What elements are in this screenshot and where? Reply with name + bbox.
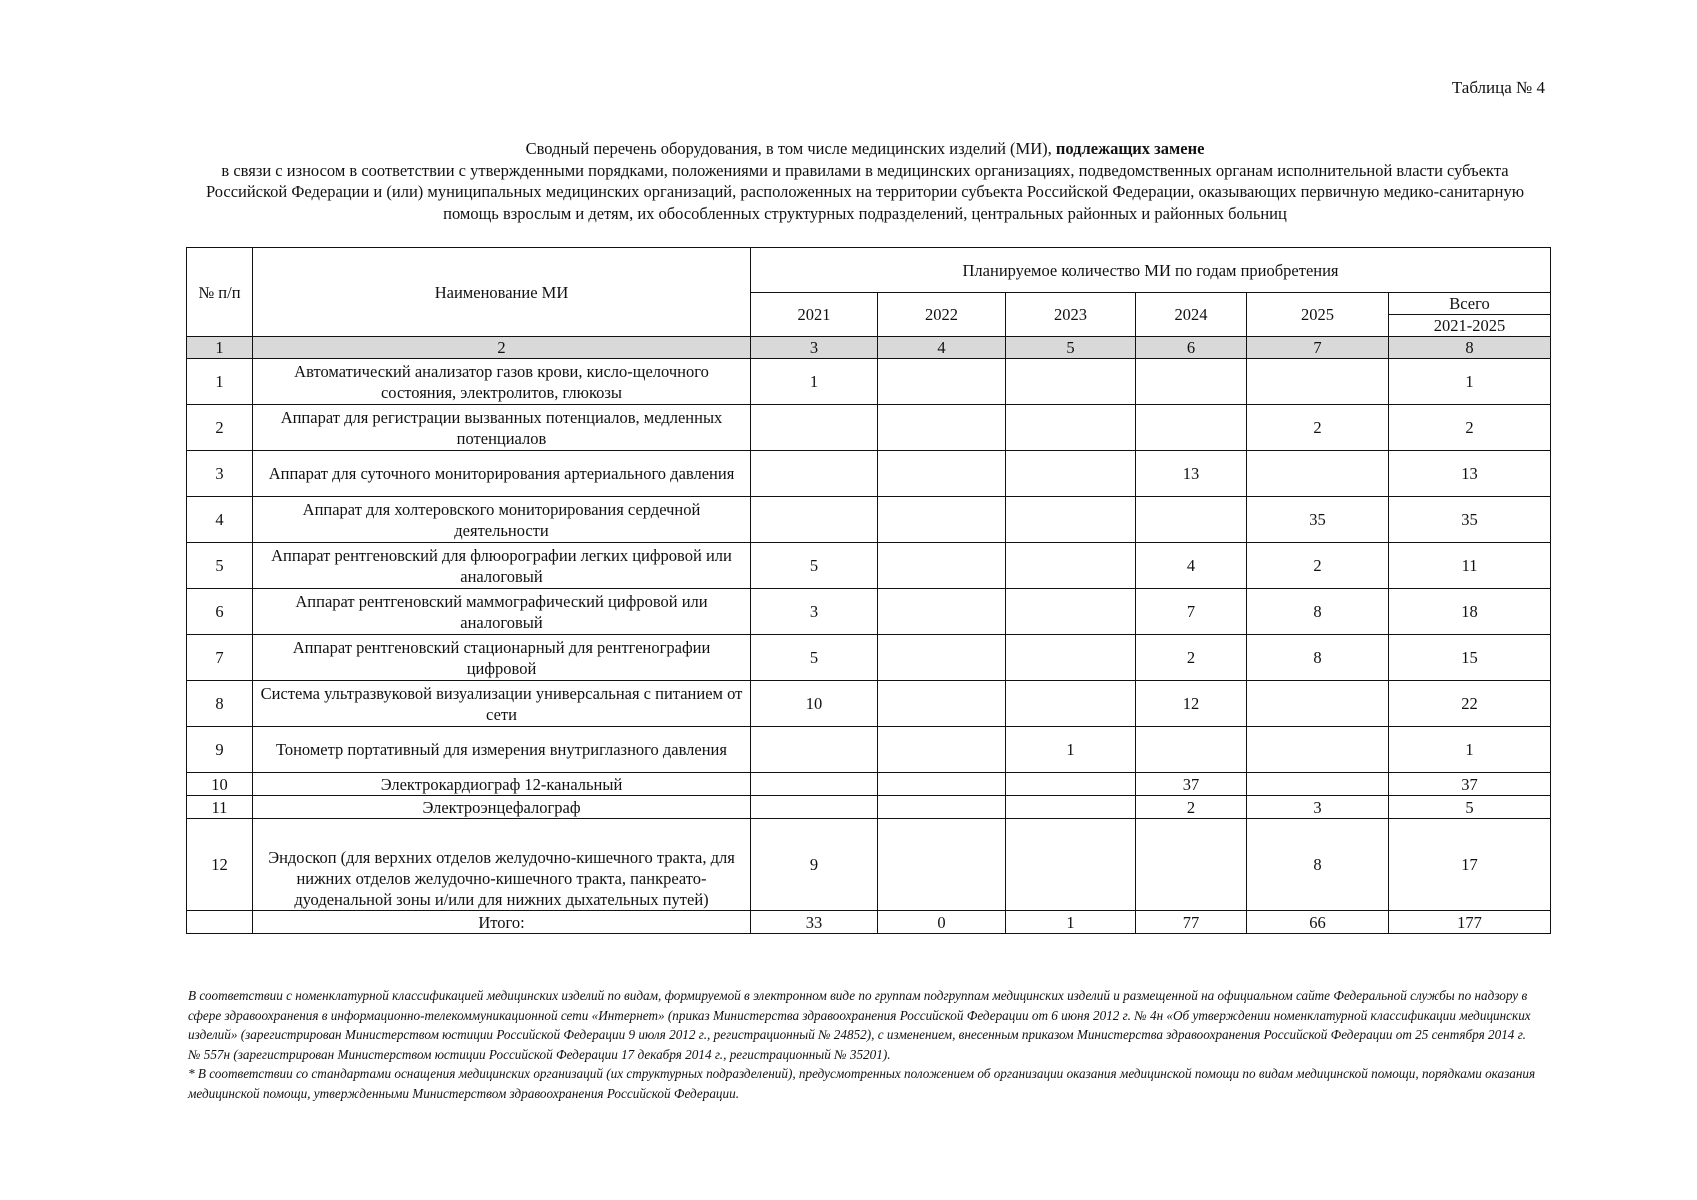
quantity-cell — [751, 796, 878, 819]
table-row — [187, 543, 1551, 589]
quantity-cell — [1006, 543, 1136, 589]
quantity-cell: 37 — [1389, 773, 1551, 796]
column-number: 8 — [1389, 337, 1551, 359]
row-number: 7 — [187, 635, 253, 681]
quantity-cell: 35 — [1247, 497, 1389, 543]
equipment-table — [186, 247, 1551, 934]
column-number: 7 — [1247, 337, 1389, 359]
quantity-cell: 1 — [1389, 727, 1551, 773]
column-number: 5 — [1006, 337, 1136, 359]
total-label: Итого: — [253, 911, 751, 934]
total-cell: 0 — [878, 911, 1006, 934]
item-name: Электрокардиограф 12-канальный — [253, 773, 751, 796]
row-number: 10 — [187, 773, 253, 796]
title-line1: Сводный перечень оборудования, в том числе медицинских изделий (МИ), — [525, 139, 1052, 158]
total-row — [187, 911, 1551, 934]
table-row — [187, 681, 1551, 727]
quantity-cell — [1136, 727, 1247, 773]
quantity-cell: 8 — [1247, 635, 1389, 681]
quantity-cell — [1247, 451, 1389, 497]
quantity-cell — [1006, 796, 1136, 819]
item-name: Автоматический анализатор газов крови, кисло-щелочного состояния, электролитов, глюкозы — [253, 359, 751, 405]
quantity-cell: 2 — [1136, 796, 1247, 819]
quantity-cell: 12 — [1136, 681, 1247, 727]
quantity-cell: 37 — [1136, 773, 1247, 796]
quantity-cell — [751, 497, 878, 543]
total-cell: 1 — [1006, 911, 1136, 934]
table-row — [187, 405, 1551, 451]
document-title — [180, 138, 1550, 224]
header-name: Наименование МИ — [253, 248, 751, 337]
quantity-cell: 13 — [1389, 451, 1551, 497]
quantity-cell — [1136, 359, 1247, 405]
quantity-cell — [751, 773, 878, 796]
quantity-cell — [1006, 773, 1136, 796]
quantity-cell — [1136, 819, 1247, 911]
quantity-cell: 18 — [1389, 589, 1551, 635]
row-number: 1 — [187, 359, 253, 405]
quantity-cell — [1136, 497, 1247, 543]
quantity-cell — [878, 635, 1006, 681]
row-number: 9 — [187, 727, 253, 773]
table-number-label: Таблица № 4 — [1451, 78, 1545, 97]
total-cell: 33 — [751, 911, 878, 934]
quantity-cell — [878, 773, 1006, 796]
quantity-cell — [1006, 819, 1136, 911]
header-year: 2025 — [1247, 293, 1389, 337]
item-name: Эндоскоп (для верхних отделов желудочно-кишечного тракта, для нижних отделов желудочно-кишечного тракта, панкреато-дуоденальной зоны и/или для нижних дыхательных путей) — [253, 819, 751, 911]
quantity-cell: 3 — [751, 589, 878, 635]
quantity-cell: 8 — [1247, 819, 1389, 911]
table-row — [187, 635, 1551, 681]
row-number: 3 — [187, 451, 253, 497]
quantity-cell — [751, 727, 878, 773]
quantity-cell — [878, 589, 1006, 635]
total-cell: 177 — [1389, 911, 1551, 934]
quantity-cell — [1006, 451, 1136, 497]
item-name: Аппарат для холтеровского мониторирования сердечной деятельности — [253, 497, 751, 543]
quantity-cell — [878, 451, 1006, 497]
quantity-cell — [1247, 727, 1389, 773]
table-row — [187, 796, 1551, 819]
quantity-cell — [1247, 681, 1389, 727]
table-row — [187, 819, 1551, 911]
footnote-1: В соответствии с номенклатурной классификацией медицинских изделий по видам, формируемой в электронном виде по группам подгруппам медицинских изделий и размещенной на официальном сайте Федеральной службы по надзору в сфере здравоохранения в информационно-телекоммуникационной сети «Интернет» (приказ Министерства здравоохранения Российской Федерации от 6 июня 2012 г. № 4н «Об утверждении номенклатурной классификации медицинских изделий» (зарегистрирован Министерством юстиции Российской Федерации 9 июля 2012 г., регистрационный № 24852), с изменением, внесенным приказом Министерства здравоохранения Российской Федерации от 25 сентября 2014 г. № 557н (зарегистрирован Министерством юстиции Российской Федерации 17 декабря 2014 г., регистрационный № 35201). — [188, 988, 1531, 1062]
column-number: 2 — [253, 337, 751, 359]
table-row — [187, 497, 1551, 543]
header-plan: Планируемое количество МИ по годам приобретения — [751, 248, 1551, 293]
item-name: Аппарат рентгеновский для флюорографии легких цифровой или аналоговый — [253, 543, 751, 589]
item-name: Аппарат рентгеновский маммографический цифровой или аналоговый — [253, 589, 751, 635]
item-name: Аппарат для регистрации вызванных потенциалов, медленных потенциалов — [253, 405, 751, 451]
row-number: 6 — [187, 589, 253, 635]
table-row — [187, 451, 1551, 497]
table-row — [187, 589, 1551, 635]
quantity-cell: 9 — [751, 819, 878, 911]
quantity-cell: 15 — [1389, 635, 1551, 681]
quantity-cell — [1006, 589, 1136, 635]
quantity-cell — [878, 405, 1006, 451]
table-row — [187, 727, 1551, 773]
row-number: 4 — [187, 497, 253, 543]
quantity-cell: 2 — [1247, 405, 1389, 451]
item-name: Электроэнцефалограф — [253, 796, 751, 819]
column-number: 6 — [1136, 337, 1247, 359]
quantity-cell: 2 — [1389, 405, 1551, 451]
footnote-2: * В соответствии со стандартами оснащения медицинских организаций (их структурных подразделений), предусмотренных положением об организации оказания медицинской помощи по видам медицинской помощи, порядками оказания медицинской помощи, утвержденными Министерством здравоохранения Российской Федерации. — [188, 1066, 1536, 1101]
title-rest: в связи с износом в соответствии с утвержденными порядками, положениями и правилами в медицинских организациях, подведомственных органам исполнительной власти субъекта Российской Федерации и (или) муниципальных медицинских организаций, расположенных на территории субъекта Российской Федерации, оказывающих первичную медико-санитарную помощь взрослым и детям, их обособленных структурных подразделений, центральных районных и районных больниц — [205, 160, 1525, 223]
row-number: 12 — [187, 819, 253, 911]
quantity-cell — [751, 451, 878, 497]
quantity-cell: 35 — [1389, 497, 1551, 543]
title-line1-bold: подлежащих замене — [1055, 139, 1205, 158]
quantity-cell: 11 — [1389, 543, 1551, 589]
quantity-cell: 5 — [751, 635, 878, 681]
quantity-cell — [1247, 773, 1389, 796]
quantity-cell: 4 — [1136, 543, 1247, 589]
column-number: 4 — [878, 337, 1006, 359]
item-name: Аппарат рентгеновский стационарный для рентгенографии цифровой — [253, 635, 751, 681]
quantity-cell — [751, 405, 878, 451]
quantity-cell: 8 — [1247, 589, 1389, 635]
quantity-cell: 5 — [751, 543, 878, 589]
total-row-num — [187, 911, 253, 934]
quantity-cell: 2 — [1247, 543, 1389, 589]
quantity-cell — [878, 819, 1006, 911]
quantity-cell — [878, 681, 1006, 727]
quantity-cell — [1247, 359, 1389, 405]
column-number: 1 — [187, 337, 253, 359]
quantity-cell: 1 — [751, 359, 878, 405]
quantity-cell — [1136, 405, 1247, 451]
header-year: 2024 — [1136, 293, 1247, 337]
total-cell: 66 — [1247, 911, 1389, 934]
table-row — [187, 773, 1551, 796]
table-row — [187, 359, 1551, 405]
header-year: 2023 — [1006, 293, 1136, 337]
header-year: 2021 — [751, 293, 878, 337]
quantity-cell: 10 — [751, 681, 878, 727]
quantity-cell: 13 — [1136, 451, 1247, 497]
header-year: 2022 — [878, 293, 1006, 337]
row-number: 2 — [187, 405, 253, 451]
header-num: № п/п — [187, 248, 253, 337]
column-number: 3 — [751, 337, 878, 359]
row-number: 5 — [187, 543, 253, 589]
row-number: 11 — [187, 796, 253, 819]
quantity-cell: 22 — [1389, 681, 1551, 727]
quantity-cell: 2 — [1136, 635, 1247, 681]
item-name: Аппарат для суточного мониторирования артериального давления — [253, 451, 751, 497]
quantity-cell: 7 — [1136, 589, 1247, 635]
row-number: 8 — [187, 681, 253, 727]
quantity-cell — [1006, 405, 1136, 451]
footnotes — [188, 986, 1538, 1103]
header-total: Всего — [1389, 293, 1551, 315]
quantity-cell — [1006, 359, 1136, 405]
quantity-cell: 17 — [1389, 819, 1551, 911]
total-cell: 77 — [1136, 911, 1247, 934]
item-name: Система ультразвуковой визуализации универсальная с питанием от сети — [253, 681, 751, 727]
quantity-cell — [878, 727, 1006, 773]
item-name: Тонометр портативный для измерения внутриглазного давления — [253, 727, 751, 773]
quantity-cell — [1006, 497, 1136, 543]
quantity-cell — [878, 796, 1006, 819]
quantity-cell: 5 — [1389, 796, 1551, 819]
quantity-cell: 3 — [1247, 796, 1389, 819]
quantity-cell — [1006, 635, 1136, 681]
quantity-cell — [878, 543, 1006, 589]
header-total-period: 2021-2025 — [1389, 315, 1551, 337]
quantity-cell — [1006, 681, 1136, 727]
quantity-cell: 1 — [1006, 727, 1136, 773]
quantity-cell — [878, 497, 1006, 543]
quantity-cell: 1 — [1389, 359, 1551, 405]
quantity-cell — [878, 359, 1006, 405]
